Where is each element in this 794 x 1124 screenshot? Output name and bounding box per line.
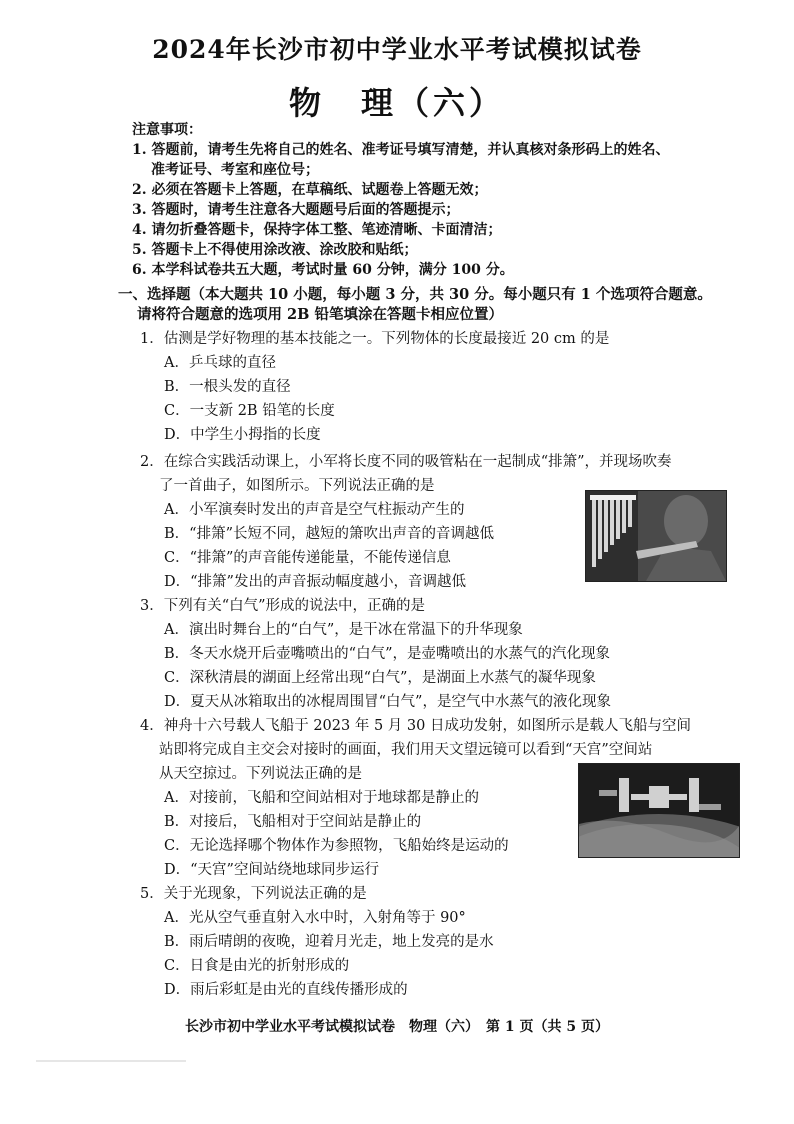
notes-item: 准考证号、考室和座位号； xyxy=(151,162,319,178)
subject-title: 物 理（六） xyxy=(288,84,505,122)
option-d: D．“天宫”空间站绕地球同步运行 xyxy=(164,862,379,878)
question-stem: 4．神舟十六号载人飞船于 2023 年 5 月 30 日成功发射，如图所示是载人飞船与空间 xyxy=(140,718,691,734)
option-d: D．中学生小拇指的长度 xyxy=(164,427,321,443)
option-b: B．一根头发的直径 xyxy=(164,379,291,395)
question-stem: 站即将完成自主交会对接时的画面，我们用天文望远镜可以看到“天宫”空间站 xyxy=(159,742,653,758)
section-heading xyxy=(118,285,758,325)
notes-item: 3. 答题时，请考生注意各大题题号后面的答题提示； xyxy=(132,202,460,218)
option-a: A．乒乓球的直径 xyxy=(164,355,276,371)
question-5 xyxy=(140,882,740,1002)
question-stem: 5．关于光现象，下列说法正确的是 xyxy=(140,886,367,902)
option-c: C．无论选择哪个物体作为参照物，飞船始终是运动的 xyxy=(164,838,509,854)
option-a: A．光从空气垂直射入水中时，入射角等于 90° xyxy=(164,910,466,926)
option-c: C．日食是由光的折射形成的 xyxy=(164,958,350,974)
option-b: B．冬天水烧开后壶嘴喷出的“白气”，是壶嘴喷出的水蒸气的汽化现象 xyxy=(164,646,610,662)
option-b: B．雨后晴朗的夜晚，迎着月光走，地上发亮的是水 xyxy=(164,934,494,950)
notes-item: 5. 答题卡上不得使用涂改液、涂改胶和贴纸； xyxy=(132,242,418,258)
option-a: A．对接前，飞船和空间站相对于地球都是静止的 xyxy=(164,790,479,806)
option-c: C．深秋清晨的湖面上经常出现“白气”，是湖面上水蒸气的凝华现象 xyxy=(164,670,596,686)
section-line: 一、选择题（本大题共 10 小题，每小题 3 分，共 30 分。每小题只有 1 个选项符合题意。 xyxy=(118,286,712,303)
page-footer: 长沙市初中学业水平考试模拟试卷 物理（六） 第 1 页（共 5 页） xyxy=(185,1019,609,1035)
option-a: A．演出时舞台上的“白气”，是干冰在常温下的升华现象 xyxy=(164,622,523,638)
question-stem: 1．估测是学好物理的基本技能之一。下列物体的长度最接近 20 cm 的是 xyxy=(140,331,610,347)
option-d: D．夏天从冰箱取出的冰棍周围冒“白气”，是空气中水蒸气的液化现象 xyxy=(164,694,611,710)
option-d: D．“排箫”发出的声音振动幅度越小，音调越低 xyxy=(164,574,466,590)
question-1 xyxy=(140,327,740,447)
question-3 xyxy=(140,594,740,714)
option-b: B．对接后，飞船相对于空间站是静止的 xyxy=(164,814,422,830)
space-station-illustration xyxy=(579,764,739,857)
question-stem: 3．下列有关“白气”形成的说法中，正确的是 xyxy=(140,598,426,614)
section-line: 请将符合题意的选项用 2B 铅笔填涂在答题卡相应位置） xyxy=(137,306,503,323)
option-c: C．“排箫”的声音能传递能量，不能传递信息 xyxy=(164,550,451,566)
notes-item: 6. 本学科试卷共五大题，考试时量 60 分钟，满分 100 分。 xyxy=(132,262,514,278)
option-a: A．小军演奏时发出的声音是空气柱振动产生的 xyxy=(164,502,465,518)
question-stem: 2．在综合实践活动课上，小军将长度不同的吸管粘在一起制成“排箫”，并现场吹奏 xyxy=(140,454,672,470)
panpipe-illustration xyxy=(586,491,726,581)
option-d: D．雨后彩虹是由光的直线传播形成的 xyxy=(164,982,408,998)
notes-item: 4. 请勿折叠答题卡，保持字体工整、笔迹清晰、卡面清洁； xyxy=(132,222,502,238)
panpipe-photo xyxy=(585,490,727,582)
notes-heading: 注意事项： xyxy=(132,122,202,138)
notes-item: 2. 必须在答题卡上答题，在草稿纸、试题卷上答题无效； xyxy=(132,182,488,198)
scan-smudge xyxy=(36,1060,186,1062)
notes-block xyxy=(132,120,772,280)
space-station-photo xyxy=(578,763,740,858)
option-b: B．“排箫”长短不同，越短的箫吹出声音的音调越低 xyxy=(164,526,494,542)
option-c: C．一支新 2B 铅笔的长度 xyxy=(164,403,335,419)
exam-title: 2024年长沙市初中学业水平考试模拟试卷 xyxy=(152,35,642,64)
notes-item: 1. 答题前，请考生先将自己的姓名、准考证号填写清楚，并认真核对条形码上的姓名、 xyxy=(132,142,670,158)
question-stem: 了一首曲子，如图所示。下列说法正确的是 xyxy=(159,478,435,494)
question-stem: 从天空掠过。下列说法正确的是 xyxy=(159,766,362,782)
